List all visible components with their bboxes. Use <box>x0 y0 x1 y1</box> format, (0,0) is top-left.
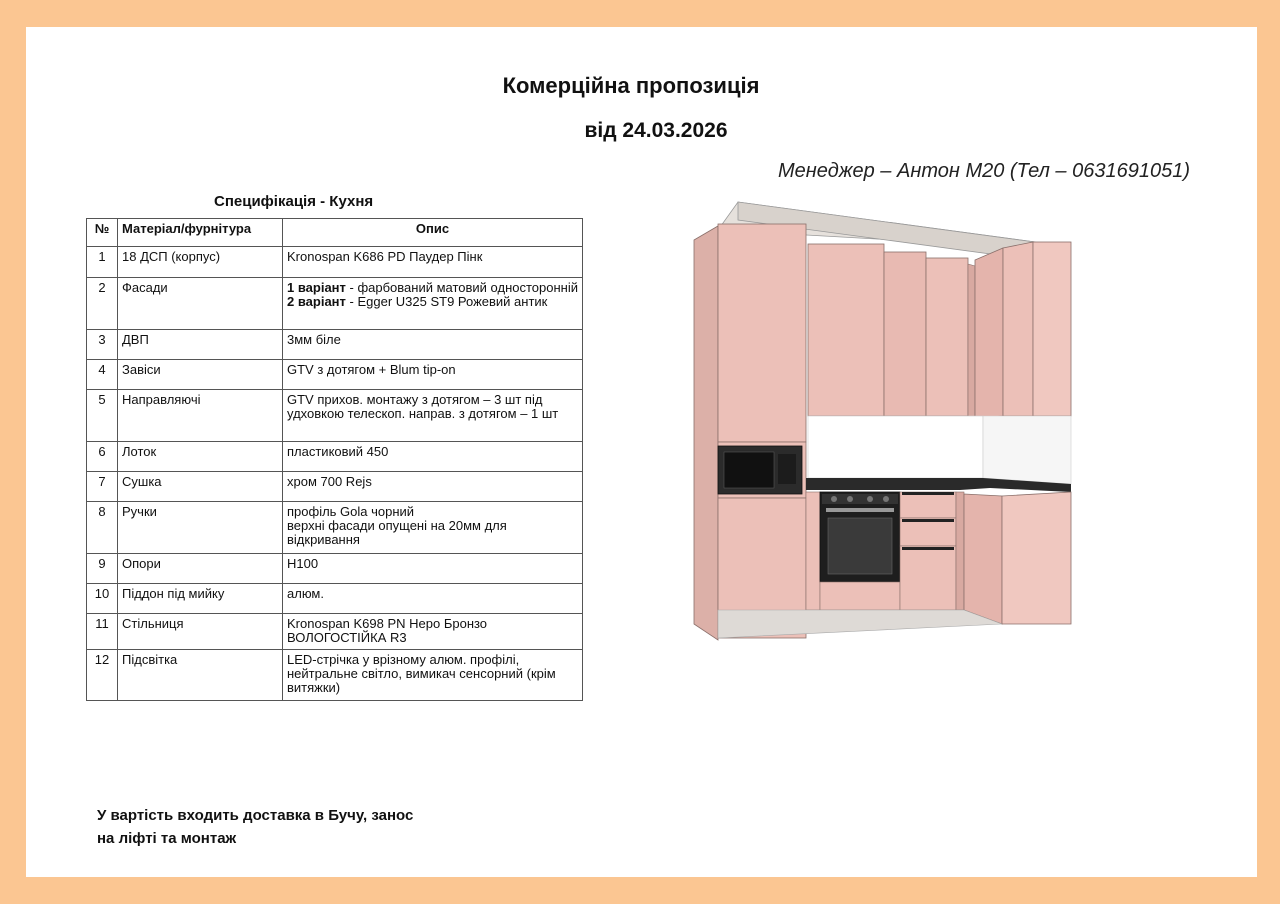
col-number-header: № <box>87 219 118 247</box>
table-row <box>87 584 583 614</box>
row-number: 7 <box>87 472 118 502</box>
desc-line: Kronospan K698 PN Неро Бронзо <box>287 616 488 631</box>
delivery-note-line2: на ліфті та монтаж <box>97 830 237 847</box>
row-material: Ручки <box>118 502 283 554</box>
variant-2-label: 2 варіант <box>287 294 346 309</box>
row-description: 3мм біле <box>283 330 583 360</box>
table-row <box>87 650 583 701</box>
variant-2-text: - Egger U325 ST9 Рожевий антик <box>345 294 548 309</box>
row-description <box>283 502 583 554</box>
row-material: Стільниця <box>118 614 283 650</box>
row-material: Сушка <box>118 472 283 502</box>
manager-contact: Менеджер – Антон М20 (Тел – 0631691051) <box>778 160 1190 182</box>
row-material: 18 ДСП (корпус) <box>118 247 283 278</box>
spec-title: Специфікація - Кухня <box>214 193 374 210</box>
row-number: 9 <box>87 554 118 584</box>
row-material: Піддон під мийку <box>118 584 283 614</box>
table-row <box>87 278 583 330</box>
row-number: 1 <box>87 247 118 278</box>
row-number: 8 <box>87 502 118 554</box>
table-row <box>87 330 583 360</box>
delivery-note-line1: У вартість входить доставка в Бучу, занос <box>97 807 414 824</box>
desc-line: верхні фасади опущені на 20мм для відкривання <box>287 518 507 547</box>
row-material: Підсвітка <box>118 650 283 701</box>
row-number: 6 <box>87 442 118 472</box>
table-row <box>87 442 583 472</box>
row-number: 12 <box>87 650 118 701</box>
table-row <box>87 390 583 442</box>
table-row <box>87 554 583 584</box>
variant-1-label: 1 варіант <box>287 280 346 295</box>
col-description-header: Опис <box>283 219 583 247</box>
row-number: 11 <box>87 614 118 650</box>
row-material: Опори <box>118 554 283 584</box>
col-material-header: Матеріал/фурнітура <box>118 219 283 247</box>
table-row <box>87 247 583 278</box>
kitchen-render-image <box>690 200 1080 660</box>
row-description: GTV прихов. монтажу з дотягом – 3 шт під удховкою телескоп. направ. з дотягом – 1 шт <box>283 390 583 442</box>
row-description <box>283 278 583 330</box>
spec-table <box>86 218 583 701</box>
offer-date: від 24.03.2026 <box>584 119 728 142</box>
row-description: хром 700 Rejs <box>283 472 583 502</box>
row-number: 10 <box>87 584 118 614</box>
row-material: Завіси <box>118 360 283 390</box>
row-number: 5 <box>87 390 118 442</box>
row-description <box>283 614 583 650</box>
variant-1-text: - фарбований матовий односторонній <box>345 280 579 295</box>
page-title: Комерційна пропозиція <box>502 73 760 98</box>
table-row <box>87 502 583 554</box>
row-description: Н100 <box>283 554 583 584</box>
row-number: 3 <box>87 330 118 360</box>
row-description: Kronospan K686 PD Паудер Пінк <box>283 247 583 278</box>
row-material: ДВП <box>118 330 283 360</box>
row-description: пластиковий 450 <box>283 442 583 472</box>
row-material: Фасади <box>118 278 283 330</box>
table-row <box>87 472 583 502</box>
row-description: алюм. <box>283 584 583 614</box>
row-number: 2 <box>87 278 118 330</box>
delivery-note <box>97 804 497 850</box>
spec-header-row <box>87 219 583 247</box>
desc-line: профіль Gola чорний <box>287 504 415 519</box>
row-number: 4 <box>87 360 118 390</box>
row-material: Направляючі <box>118 390 283 442</box>
desc-line: ВОЛОГОСТІЙКА R3 <box>287 630 407 645</box>
row-description: GTV з дотягом + Blum tip-on <box>283 360 583 390</box>
table-row <box>87 360 583 390</box>
row-description: LED-стрічка у врізному алюм. профілі, нейтральне світло, вимикач сенсорний (крім витяжки) <box>283 650 583 701</box>
table-row <box>87 614 583 650</box>
row-material: Лоток <box>118 442 283 472</box>
